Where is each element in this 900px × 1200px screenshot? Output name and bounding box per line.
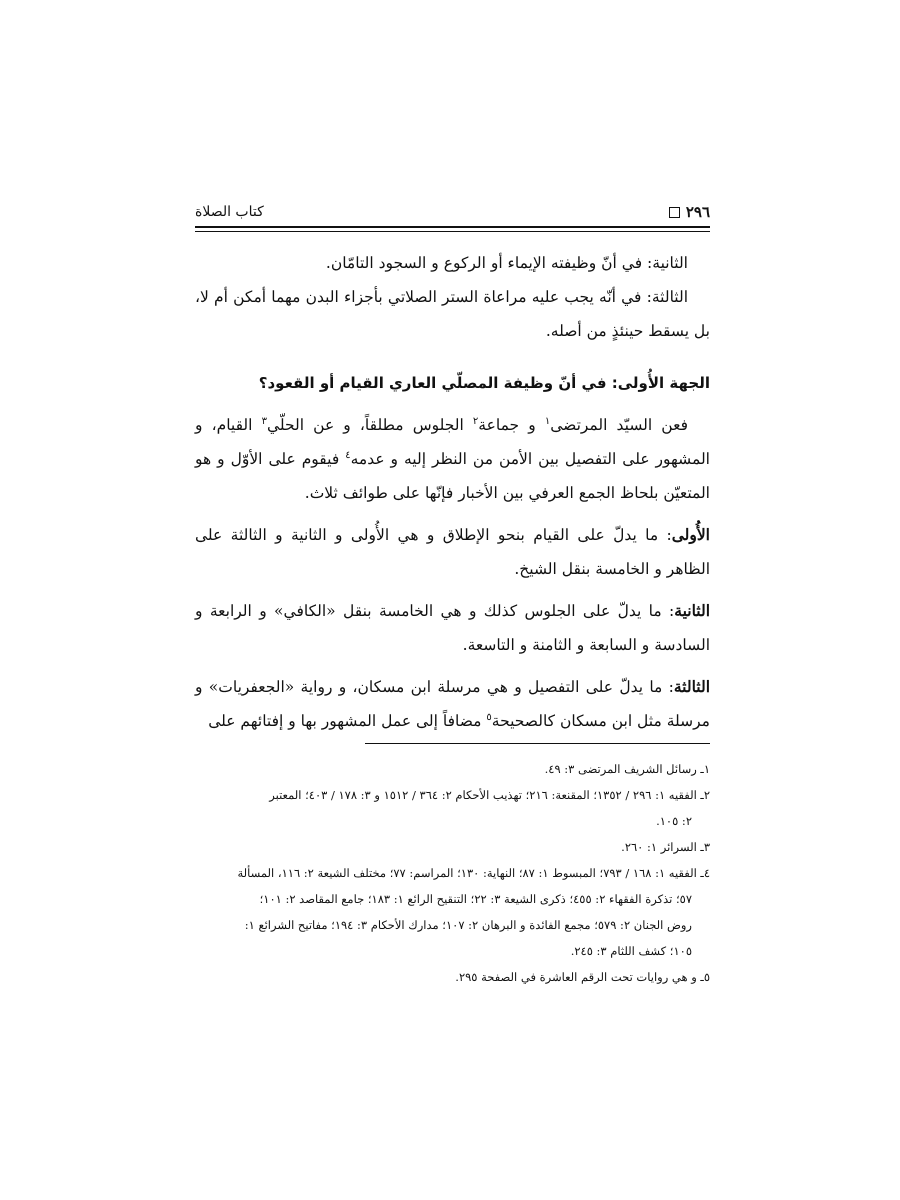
group-label: الأُولى: [671, 525, 710, 544]
book-title: كتاب الصلاة: [195, 204, 264, 220]
running-header: [195, 200, 710, 224]
footnote-4: ٤ـ الفقيه ١: ١٦٨ / ٧٩٣؛ المبسوط ١: ٨٧؛ النهاية: ١٣٠؛ المراسم: ٧٧؛ مختلف الشيعة ٢: ١١٦، المسألة: [237, 866, 710, 880]
text-run: : ما يدلّ على الجلوس كذلك و هي الخامسة بنقل «الكافي» و الرابعة و السادسة و السابعة و الثامنة و التاسعة.: [195, 602, 710, 654]
footnote-4-continued: ١٠٥؛ كشف اللثام ٣: ٢٤٥.: [570, 944, 692, 958]
footnote-2-continued: ٢: ١٠٥.: [656, 814, 692, 828]
footnote-2: ٢ـ الفقيه ١: ٢٩٦ / ١٣٥٢؛ المقنعة: ٢١٦؛ تهذيب الأحكام ٢: ٣٦٤ / ١٥١٢ و ٣: ١٧٨ / ٤٠٣؛ المعتبر: [269, 788, 710, 802]
page-number-text: ٢٩٦: [685, 203, 710, 221]
group-label: الثانية: [674, 601, 710, 620]
footnotes: [195, 756, 710, 990]
header-rule-thick: [195, 226, 710, 228]
paragraph-second: الثانية: في أنّ وظيفته الإيماء أو الركوع و السجود التامّان.: [325, 254, 688, 272]
text-run: فيقوم على الأوّل و هو المتعيّن بلحاظ الجمع العرفي بين الأخبار فإنّها على طوائف ثلاث.: [195, 450, 710, 502]
footnote-ref: ٥: [486, 711, 492, 723]
footnote-ref: ٣: [261, 415, 267, 427]
paragraph-group-third: [195, 670, 710, 738]
footnote-4-continued: روض الجنان ٢: ٥٧٩؛ مجمع الفائدة و البرهان ٢: ١٠٧؛ مدارك الأحكام ٣: ١٩٤؛ مفاتيح الشرائع ١:: [244, 918, 692, 932]
text-run: مضافاً إلى عمل المشهور بها و إفتائهم على: [208, 712, 487, 730]
footnote-5: ٥ـ و هي روايات تحت الرقم العاشرة في الصفحة ٢٩٥.: [455, 970, 710, 984]
footnote-ref: ١: [544, 415, 551, 427]
footnote-ref: ٢: [472, 415, 479, 427]
text-run: : ما يدلّ على القيام بنحو الإطلاق و هي الأُولى و الثانية و الثالثة على الظاهر و الخامسة بنقل الشيخ.: [195, 526, 710, 578]
section-heading: [195, 366, 710, 400]
main-text: [195, 246, 710, 738]
text-run: : ما يدلّ على التفصيل و هي مرسلة ابن مسكان، و رواية «الجعفريات» و مرسلة مثل ابن مسكان كالصحيحة: [195, 678, 710, 730]
paragraph-group-first: [195, 518, 710, 586]
heading-label: الجهة الأُولى: [617, 374, 710, 392]
footnote-1: ١ـ رسائل الشريف المرتضى ٣: ٤٩.: [544, 762, 710, 776]
text-run: فعن السيّد المرتضى: [550, 416, 688, 434]
header-rule-thin: [195, 231, 710, 232]
paragraph-opinions: [195, 408, 710, 510]
group-label: الثالثة: [673, 677, 710, 696]
text-run: الجلوس مطلقاً، و عن الحلّي: [266, 416, 473, 434]
footnote-separator: [365, 743, 710, 744]
footnote-3: ٣ـ السرائر ١: ٢٦٠.: [621, 840, 710, 854]
page-number: [669, 203, 710, 221]
paragraph-third: الثالثة: في أنّه يجب عليه مراعاة الستر الصلاتي بأجزاء البدن مهما أمكن أم لا، بل يسقط حينئذٍ من أصله.: [195, 288, 710, 340]
square-box-icon: [669, 207, 680, 218]
text-run: و جماعة: [478, 416, 545, 434]
footnote-ref: ٤: [345, 449, 351, 461]
footnote-4-continued: ٥٧؛ تذكرة الفقهاء ٢: ٤٥٥؛ ذكرى الشيعة ٣: ٢٢؛ التنقيح الرائع ١: ١٨٣؛ جامع المقاصد ٢: ١٠١؛: [259, 892, 692, 906]
text-run: القيام، و المشهور على التفصيل بين الأمن من النظر إليه و عدمه: [195, 416, 710, 468]
heading-text: : في أنّ وظيفة المصلّي العاري القيام أو القعود؟: [258, 374, 618, 392]
paragraph-group-second: [195, 594, 710, 662]
